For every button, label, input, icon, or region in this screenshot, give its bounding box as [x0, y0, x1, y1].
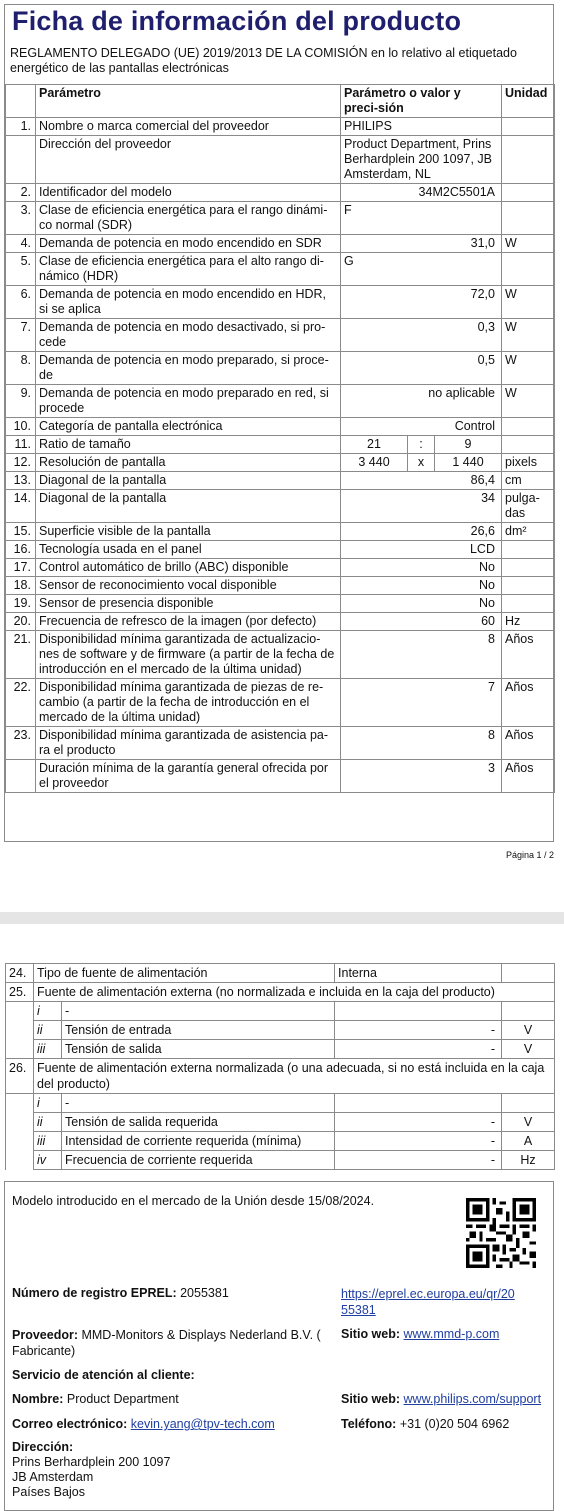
row-parameter: Ratio de tamaño	[36, 436, 341, 454]
page-number: Página 1 / 2	[505, 850, 554, 860]
website-link-philips[interactable]: www.philips.com/support	[403, 1392, 542, 1406]
row-parameter: Clase de eficiencia energética para el alto rango di-námico (HDR)	[36, 253, 341, 286]
table-row	[6, 727, 555, 760]
sub-parameter: Frecuencia de corriente requerida	[62, 1151, 335, 1170]
sub-index: iii	[34, 1132, 62, 1151]
row-value: 3	[341, 760, 502, 793]
row-unit: Hz	[502, 613, 555, 631]
row-value-b: 1 440	[435, 454, 502, 472]
row-unit	[502, 595, 555, 613]
row-unit	[502, 418, 555, 436]
row-number: 3.	[6, 202, 36, 235]
row-parameter: Demanda de potencia en modo encendido en HDR, si se aplica	[36, 286, 341, 319]
row-number: 1.	[6, 118, 36, 136]
row-number: 20.	[6, 613, 36, 631]
table-row	[6, 613, 555, 631]
sub-index: ii	[34, 1021, 62, 1040]
supplier-block: Proveedor: MMD-Monitors & Displays Nederland B.V. ( Fabricante)	[12, 1328, 321, 1358]
row-value: 0,5	[341, 352, 502, 385]
power-supply-table	[5, 963, 555, 1170]
row-unit	[502, 436, 555, 454]
row-parameter: Demanda de potencia en modo desactivado, si pro-cede	[36, 319, 341, 352]
row-value: G	[341, 253, 502, 286]
row-value: no aplicable	[341, 385, 502, 418]
row-number: 18.	[6, 577, 36, 595]
row-number: 14.	[6, 490, 36, 523]
row-parameter: Demanda de potencia en modo encendido en SDR	[36, 235, 341, 253]
table-row	[6, 352, 555, 385]
sub-value: -	[335, 1040, 502, 1059]
eprel-block	[12, 1286, 229, 1300]
row-parameter: Demanda de potencia en modo preparado, si proce-de	[36, 352, 341, 385]
row-unit: Años	[502, 727, 555, 760]
regulation-text: REGLAMENTO DELEGADO (UE) 2019/2013 DE LA COMISIÓN en lo relativo al etiquetado energético de las pantallas electrónicas	[10, 46, 517, 75]
row-number: 6.	[6, 286, 36, 319]
sub-index: i	[34, 1002, 62, 1021]
row-value: Product Department, Prins Berhardplein 200 1097, JB Amsterdam, NL	[341, 136, 502, 184]
row-parameter: Diagonal de la pantalla	[36, 472, 341, 490]
table-row	[6, 184, 555, 202]
row-unit: W	[502, 235, 555, 253]
row-value-b: 9	[435, 436, 502, 454]
page-separator	[0, 912, 564, 924]
row-unit	[502, 118, 555, 136]
website-block-1: Sitio web: www.mmd-p.com	[341, 1327, 500, 1341]
row-number: 12.	[6, 454, 36, 472]
row-unit: pixels	[502, 454, 555, 472]
row-number: 9.	[6, 385, 36, 418]
row-unit: dm²	[502, 523, 555, 541]
table-row	[6, 436, 555, 454]
row-number: 16.	[6, 541, 36, 559]
sub-parameter: -	[62, 1094, 335, 1113]
parameters-table	[5, 84, 555, 793]
page-title: Ficha de información del producto	[12, 6, 462, 36]
row-value: 0,3	[341, 319, 502, 352]
sub-value: -	[335, 1021, 502, 1040]
table-row	[6, 679, 555, 727]
table-row	[6, 631, 555, 679]
row-parameter: Resolución de pantalla	[36, 454, 341, 472]
row-value: 72,0	[341, 286, 502, 319]
row-unit: Años	[502, 631, 555, 679]
sub-unit: V	[502, 1040, 555, 1059]
table-row	[6, 118, 555, 136]
sub-index: i	[34, 1094, 62, 1113]
row-unit: Años	[502, 760, 555, 793]
row-parameter: Diagonal de la pantalla	[36, 490, 341, 523]
sub-value	[335, 1094, 502, 1113]
sub-parameter: Intensidad de corriente requerida (mínima)	[62, 1132, 335, 1151]
row-value: 34M2C5501A	[341, 184, 502, 202]
table-row	[6, 760, 555, 793]
eprel-label: Número de registro EPREL:	[12, 1286, 177, 1300]
row-value-sep: :	[408, 436, 435, 454]
sub-value: -	[335, 1132, 502, 1151]
email-block: Correo electrónico: kevin.yang@tpv-tech.com	[12, 1417, 275, 1431]
sub-row	[6, 1002, 555, 1021]
row-number	[6, 136, 36, 184]
row-number: 19.	[6, 595, 36, 613]
sub-unit	[502, 1002, 555, 1021]
row-value: 86,4	[341, 472, 502, 490]
row-number: 7.	[6, 319, 36, 352]
row-unit	[502, 184, 555, 202]
table-row	[6, 541, 555, 559]
row-unit	[502, 541, 555, 559]
row-number: 5.	[6, 253, 36, 286]
header-value: Parámetro o valor y preci-sión	[341, 85, 502, 118]
row-unit	[502, 559, 555, 577]
row-parameter: Categoría de pantalla electrónica	[36, 418, 341, 436]
table-row	[6, 577, 555, 595]
row-value: PHILIPS	[341, 118, 502, 136]
row-unit: W	[502, 385, 555, 418]
sub-value	[335, 1002, 502, 1021]
row-value: 7	[341, 679, 502, 727]
row-parameter: Disponibilidad mínima garantizada de asistencia pa-ra el producto	[36, 727, 341, 760]
row-unit: W	[502, 286, 555, 319]
row-unit: W	[502, 319, 555, 352]
table-row	[6, 523, 555, 541]
row-value: No	[341, 559, 502, 577]
row-unit	[502, 577, 555, 595]
row-value-a: 3 440	[341, 454, 408, 472]
table-row: 26. Fuente de alimentación externa normalizada (o una adecuada, si no está incluida en la caja del producto)	[6, 1059, 555, 1094]
table-row: 25. Fuente de alimentación externa (no normalizada e incluida en la caja del producto)	[6, 983, 555, 1002]
row-number: 10.	[6, 418, 36, 436]
sub-unit: Hz	[502, 1151, 555, 1170]
sub-index: ii	[34, 1113, 62, 1132]
row-parameter: Tecnología usada en el panel	[36, 541, 341, 559]
row-parameter: Dirección del proveedor	[36, 136, 341, 184]
row-unit	[502, 202, 555, 235]
row-unit	[502, 253, 555, 286]
sub-parameter: -	[62, 1002, 335, 1021]
row-unit: cm	[502, 472, 555, 490]
row-value: F	[341, 202, 502, 235]
sub-parameter: Tensión de entrada	[62, 1021, 335, 1040]
row-value-sep: x	[408, 454, 435, 472]
row-number: 15.	[6, 523, 36, 541]
row-number: 21.	[6, 631, 36, 679]
sub-value: -	[335, 1113, 502, 1132]
row-number: 4.	[6, 235, 36, 253]
row-parameter: Nombre o marca comercial del proveedor	[36, 118, 341, 136]
row-parameter: Control automático de brillo (ABC) disponible	[36, 559, 341, 577]
row-parameter: Sensor de presencia disponible	[36, 595, 341, 613]
row-value: No	[341, 595, 502, 613]
sub-index: iv	[34, 1151, 62, 1170]
table-row: 24. Tipo de fuente de alimentación Interna	[6, 964, 555, 983]
row-number: 11.	[6, 436, 36, 454]
sub-unit: V	[502, 1113, 555, 1132]
row-parameter: Duración mínima de la garantía general ofrecida por el proveedor	[36, 760, 341, 793]
row-number: 17.	[6, 559, 36, 577]
table-row	[6, 559, 555, 577]
sub-row	[6, 1132, 555, 1151]
table-row	[6, 418, 555, 436]
sub-unit: V	[502, 1021, 555, 1040]
row-parameter: Disponibilidad mínima garantizada de actualizacio-nes de software y de firmware (a partir de la fecha de introducción en el mercado de la última unidad)	[36, 631, 341, 679]
sub-row	[6, 1040, 555, 1059]
table-row	[6, 319, 555, 352]
sub-row	[6, 1151, 555, 1170]
row-value: 60	[341, 613, 502, 631]
row-value-a: 21	[341, 436, 408, 454]
table-row	[6, 202, 555, 235]
row-value: No	[341, 577, 502, 595]
row-value: 8	[341, 727, 502, 760]
website-link-mmd[interactable]: www.mmd-p.com	[403, 1327, 500, 1341]
table-row	[6, 286, 555, 319]
table-row	[6, 454, 555, 472]
header-parameter: Parámetro	[36, 85, 341, 118]
table-row	[6, 253, 555, 286]
sub-row	[6, 1021, 555, 1040]
phone-block: Teléfono: +31 (0)20 504 6962	[341, 1417, 510, 1431]
sub-unit	[502, 1094, 555, 1113]
row-parameter: Clase de eficiencia energética para el rango dinámi-co normal (SDR)	[36, 202, 341, 235]
table-row	[6, 472, 555, 490]
eprel-value: 2055381	[180, 1286, 229, 1300]
table-header	[6, 85, 555, 118]
row-parameter: Demanda de potencia en modo preparado en red, si procede	[36, 385, 341, 418]
table-row	[6, 235, 555, 253]
table-row	[6, 136, 555, 184]
row-value: Control	[341, 418, 502, 436]
sub-row	[6, 1113, 555, 1132]
address-block: Dirección: Prins Berhardplein 200 1097 JB Amsterdam Países Bajos	[12, 1440, 171, 1499]
row-number: 13.	[6, 472, 36, 490]
table-row	[6, 595, 555, 613]
row-parameter: Frecuencia de refresco de la imagen (por defecto)	[36, 613, 341, 631]
row-unit: Años	[502, 679, 555, 727]
sub-parameter: Tensión de salida	[62, 1040, 335, 1059]
website-block-2: Sitio web: www.philips.com/support	[341, 1392, 542, 1406]
row-number: 22.	[6, 679, 36, 727]
row-parameter: Disponibilidad mínima garantizada de piezas de re-cambio (a partir de la fecha de introducción en el mercado de la última unidad)	[36, 679, 341, 727]
row-unit	[502, 136, 555, 184]
row-unit: W	[502, 352, 555, 385]
intro-text: Modelo introducido en el mercado de la Unión desde 15/08/2024.	[12, 1194, 375, 1208]
row-number: 8.	[6, 352, 36, 385]
row-value: 26,6	[341, 523, 502, 541]
sub-row	[6, 1094, 555, 1113]
eprel-link[interactable]: https://eprel.ec.europa.eu/qr/20 55381	[341, 1287, 515, 1317]
sub-parameter: Tensión de salida requerida	[62, 1113, 335, 1132]
row-number: 2.	[6, 184, 36, 202]
row-value: 31,0	[341, 235, 502, 253]
table-row	[6, 490, 555, 523]
row-value: LCD	[341, 541, 502, 559]
row-parameter: Sensor de reconocimiento vocal disponible	[36, 577, 341, 595]
row-number: 23.	[6, 727, 36, 760]
row-parameter: Identificador del modelo	[36, 184, 341, 202]
row-parameter: Superficie visible de la pantalla	[36, 523, 341, 541]
header-unit: Unidad	[502, 85, 555, 118]
sub-value: -	[335, 1151, 502, 1170]
row-unit: pulga-das	[502, 490, 555, 523]
table-row	[6, 385, 555, 418]
service-heading: Servicio de atención al cliente:	[12, 1368, 195, 1382]
sub-index: iii	[34, 1040, 62, 1059]
qr-code-icon	[466, 1198, 536, 1268]
row-value: 8	[341, 631, 502, 679]
email-link[interactable]: kevin.yang@tpv-tech.com	[130, 1417, 275, 1431]
row-value: 34	[341, 490, 502, 523]
row-number	[6, 760, 36, 793]
sub-unit: A	[502, 1132, 555, 1151]
contact-name: Nombre: Product Department	[12, 1392, 179, 1406]
